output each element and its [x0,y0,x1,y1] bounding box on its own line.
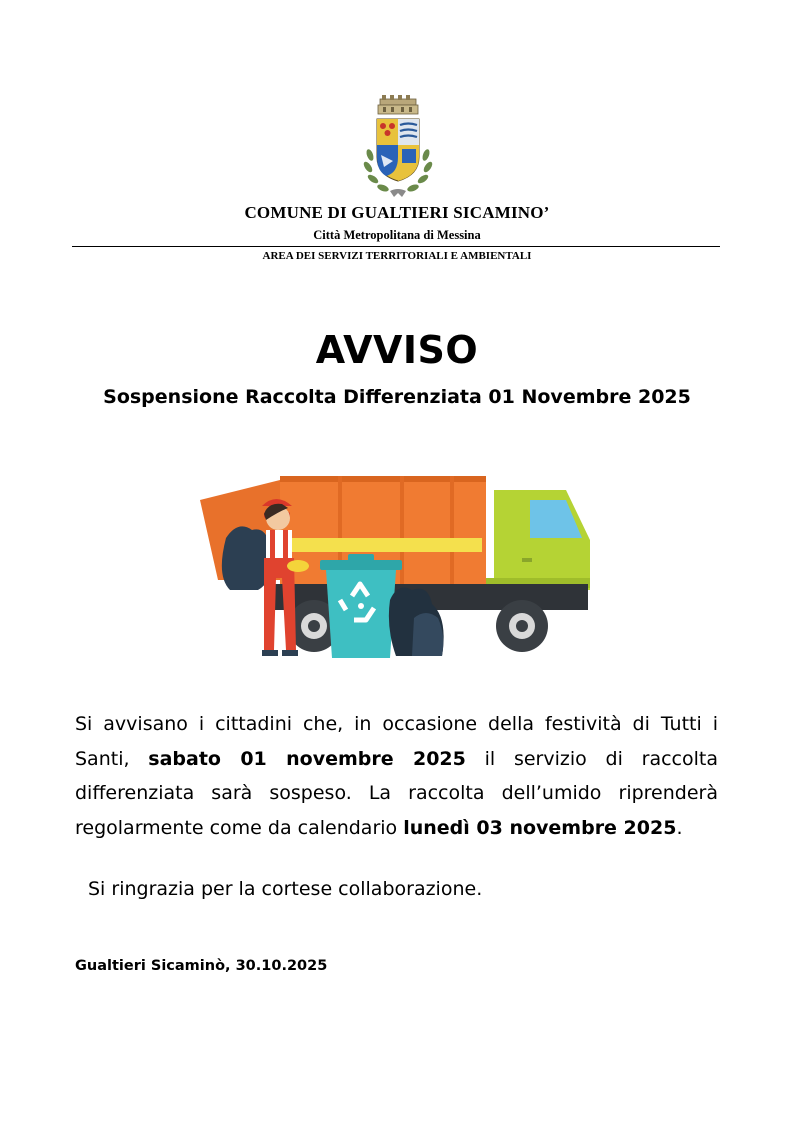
municipality-name: COMUNE DI GUALTIERI SICAMINO’ [244,203,550,222]
thanks-line: Si ringrazia per la cortese collaborazione. [88,878,483,900]
municipal-crest-icon [360,95,436,199]
metropolitan-city: Città Metropolitana di Messina [313,228,481,242]
header-divider [72,246,720,247]
notice-text-part: . [676,816,683,839]
notice-text-part: il servizio di raccolta differenziata sarà sospeso. La raccolta dell’umido riprenderà regolarmente come da calendario [75,747,718,839]
notice-subtitle: Sospensione Raccolta Differenziata 01 Novembre 2025 [103,386,691,408]
department-name: AREA DEI SERVIZI TERRITORIALI E AMBIENTALI [262,250,532,262]
notice-title: AVVISO [315,328,479,372]
place-and-date: Gualtieri Sicaminò, 30.10.2025 [75,958,328,974]
suspension-date: sabato 01 novembre 2025 [148,747,466,770]
notice-body [75,707,718,845]
notice-text-part: Si avvisano i cittadini che, in occasione della festività di Tutti i Santi, [75,713,718,770]
resume-date: lunedì 03 novembre 2025 [403,816,677,839]
garbage-truck-illustration [200,468,600,664]
